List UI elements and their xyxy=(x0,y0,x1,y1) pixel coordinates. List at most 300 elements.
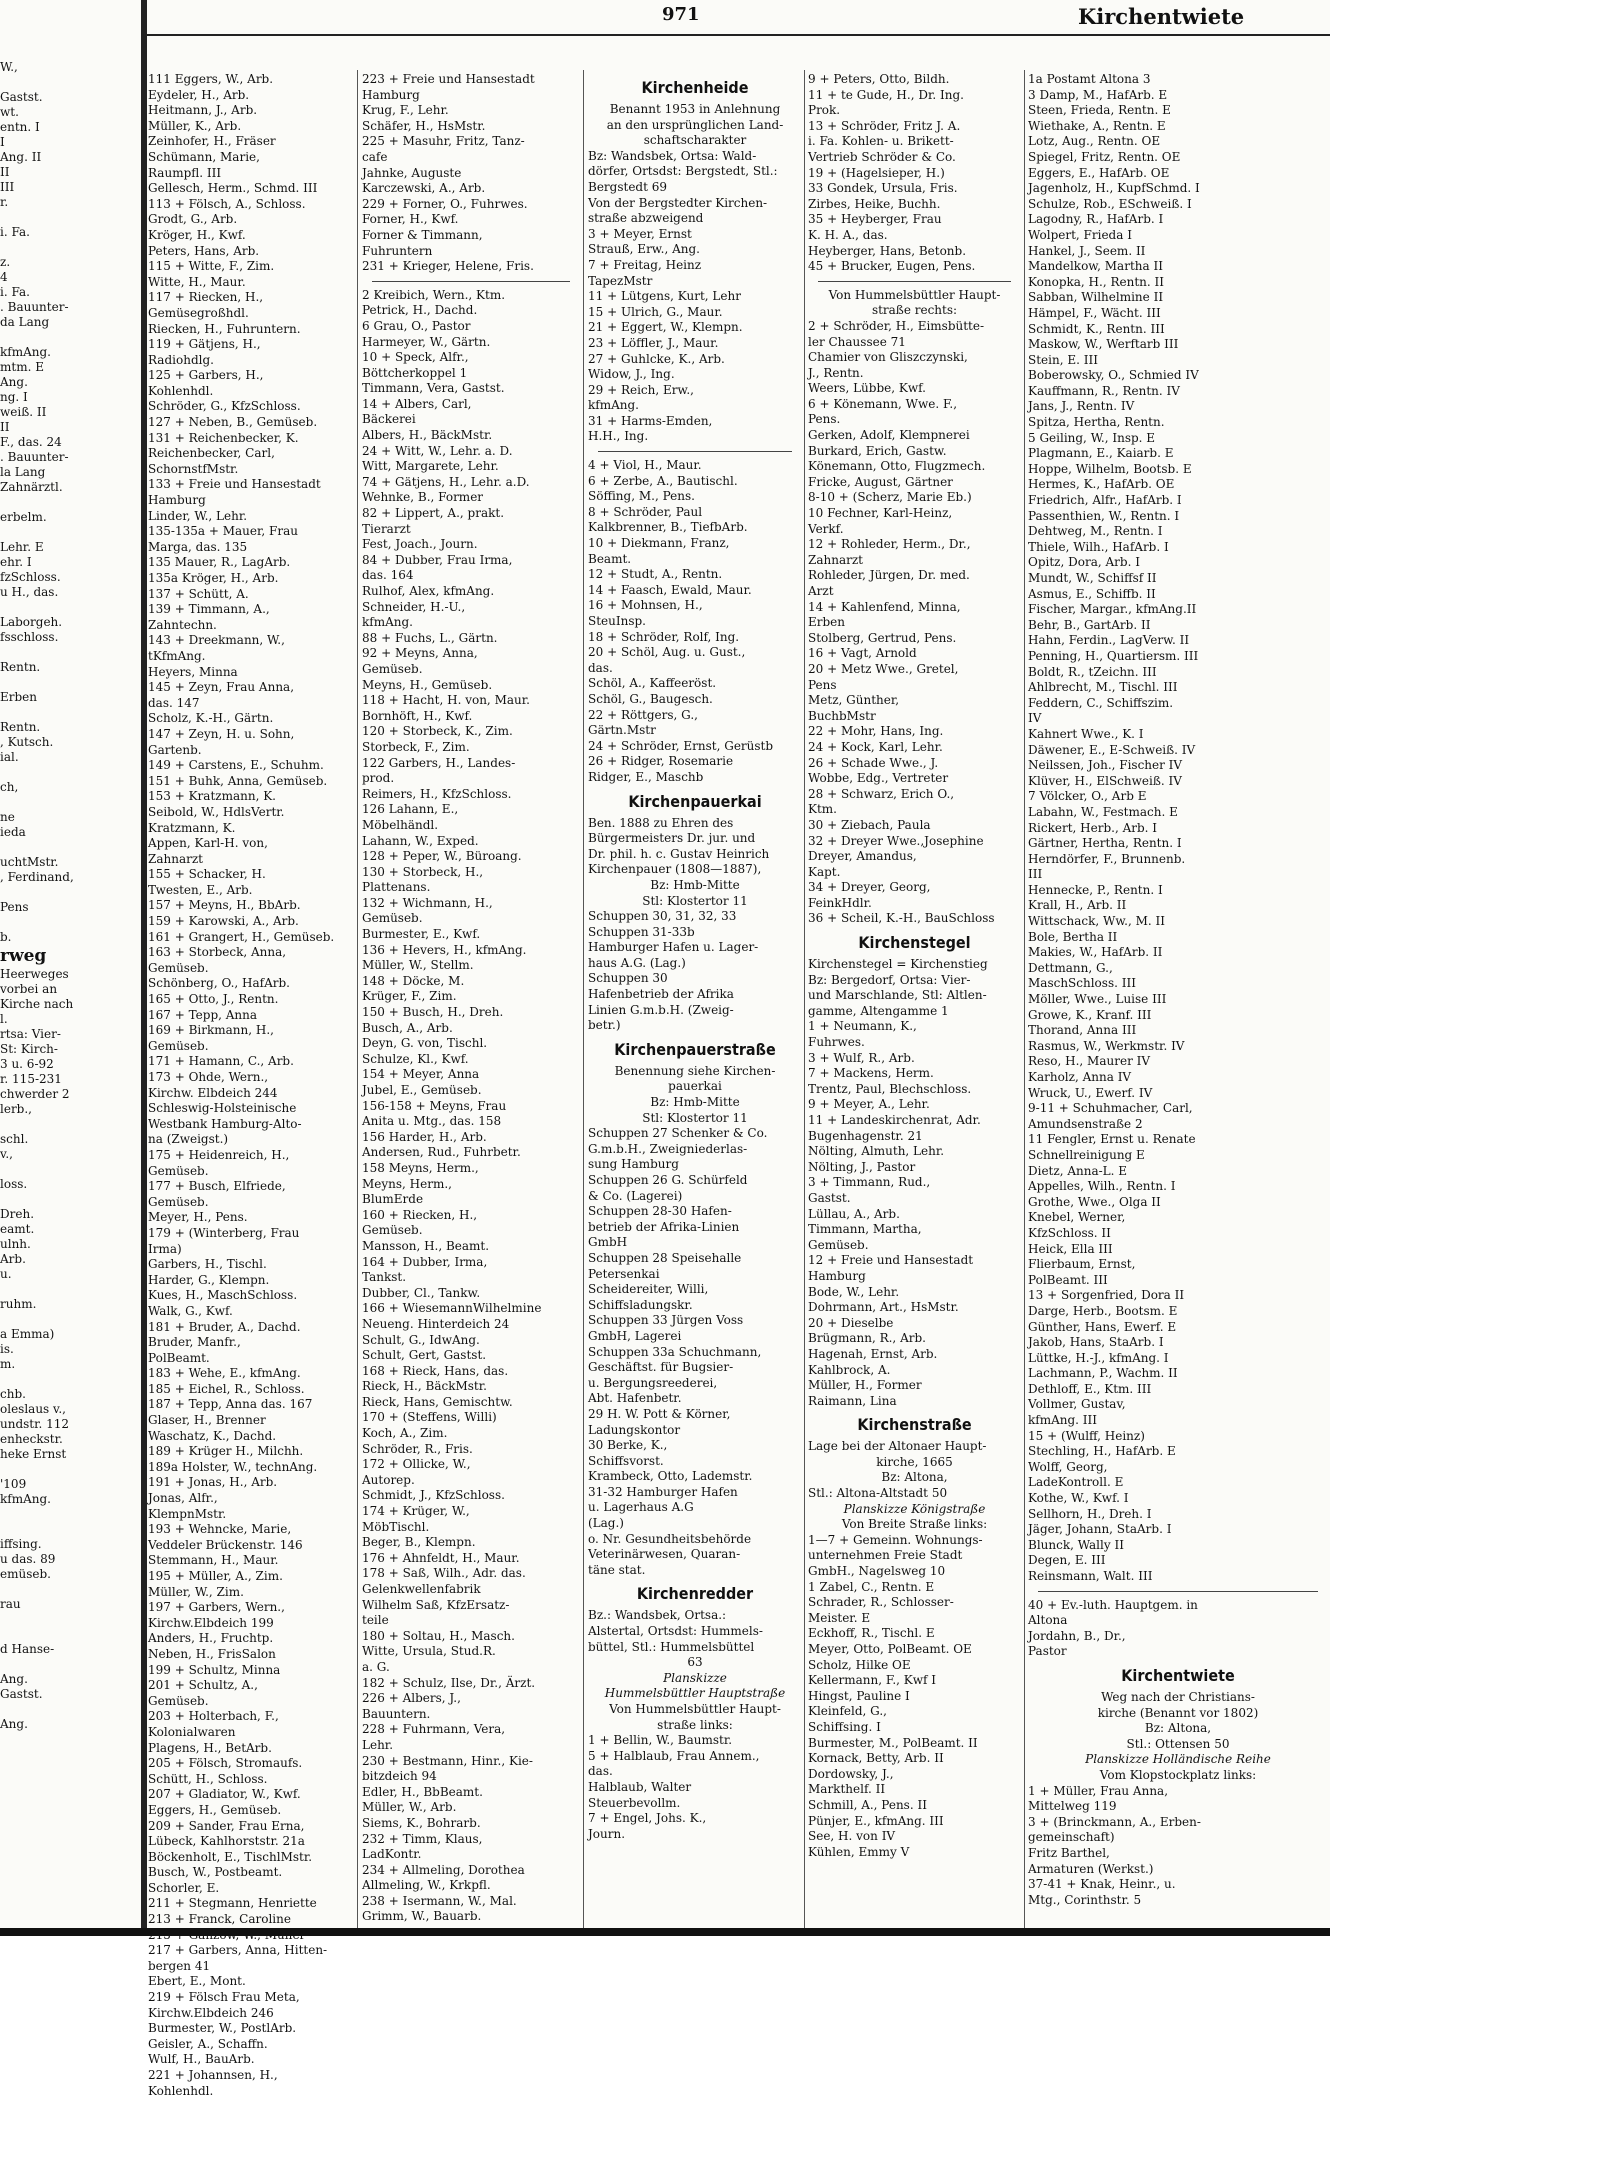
directory-entry: Jonas, Alfr., xyxy=(148,1491,218,1506)
directory-entry: Petersenkai xyxy=(588,1266,660,1281)
fragment-line xyxy=(0,1507,138,1522)
directory-entry: Gerken, Adolf, Klempnerei xyxy=(808,428,970,443)
directory-entry: Dordowsky, J., xyxy=(808,1766,894,1781)
directory-entry: 182 + Schulz, Ilse, Dr., Ärzt. xyxy=(362,1675,536,1690)
fragment-line: Ang. II xyxy=(0,150,42,164)
directory-entry: Stemmann, H., Maur. xyxy=(148,1553,279,1568)
fragment-line: '109 xyxy=(0,1477,27,1491)
fragment-line xyxy=(0,645,138,660)
directory-entry: Klüver, H., ElSchweiß. IV xyxy=(1028,773,1182,788)
column-rule xyxy=(804,70,805,1930)
directory-entry: Nölting, Almuth, Lehr. xyxy=(808,1144,945,1159)
directory-entry: Müller, W., Arb. xyxy=(362,1800,457,1815)
directory-entry: 163 + Storbeck, Anna, xyxy=(148,945,287,960)
directory-entry: Lachmann, P., Wachm. II xyxy=(1028,1366,1178,1381)
directory-entry: Krall, H., Arb. II xyxy=(1028,898,1127,913)
directory-entry: Trentz, Paul, Blechschloss. xyxy=(808,1081,972,1096)
directory-entry: Harmeyer, W., Gärtn. xyxy=(362,334,491,349)
directory-entry: das. xyxy=(588,660,613,675)
directory-entry: Hennecke, P., Rentn. I xyxy=(1028,882,1163,897)
directory-entry: Irma) xyxy=(148,1241,182,1256)
directory-entry: 22 + Mohr, Hans, Ing. xyxy=(808,724,944,739)
directory-entry: Von der Bergstedter Kirchen- xyxy=(588,195,768,210)
directory-entry: Krüger, F., Zim. xyxy=(362,989,457,1004)
directory-entry: Schulze, Rob., ESchweiß. I xyxy=(1028,196,1192,211)
directory-entry: Andersen, Rud., Fuhrbetr. xyxy=(362,1145,521,1160)
directory-entry: Witt, Margarete, Lehr. xyxy=(362,459,499,474)
directory-entry: Nölting, J., Pastor xyxy=(808,1159,916,1174)
fragment-line xyxy=(0,210,138,225)
street-description: straße rechts: xyxy=(871,303,958,318)
directory-entry: Hingst, Pauline I xyxy=(808,1688,910,1703)
directory-entry: Seibold, W., HdlsVertr. xyxy=(148,804,285,819)
fragment-line: Gastst. xyxy=(0,1687,43,1701)
section-rule xyxy=(372,281,570,282)
directory-entry: Rieck, Hans, Gemischtw. xyxy=(362,1394,513,1409)
fragment-line: Ang. xyxy=(0,1717,28,1731)
directory-entry: Makies, W., HafArb. II xyxy=(1028,945,1163,960)
directory-entry: Schmidt, J., KfzSchloss. xyxy=(362,1488,505,1503)
fragment-line: kfmAng. xyxy=(0,345,51,359)
directory-entry: Passenthien, W., Rentn. I xyxy=(1028,508,1180,523)
directory-entry: 156-158 + Meyns, Frau xyxy=(362,1098,507,1113)
directory-entry: Müller, K., Arb. xyxy=(148,118,242,133)
directory-entry: Knebel, Werner, xyxy=(1028,1210,1126,1225)
fragment-line: undstr. 112 xyxy=(0,1417,70,1431)
directory-entry: 213 + Franck, Caroline xyxy=(148,1912,291,1927)
directory-entry: 32 + Dreyer Wwe.,Josephine xyxy=(808,833,984,848)
directory-entry: Linien G.m.b.H. (Zweig- xyxy=(588,1002,734,1017)
directory-entry: Forner, H., Kwf. xyxy=(362,212,459,227)
directory-entry: Eggers, E., HafArb. OE xyxy=(1028,165,1170,180)
directory-entry: Jakob, Hans, StaArb. I xyxy=(1028,1335,1164,1350)
directory-entry: 29 + Reich, Erw., xyxy=(588,382,694,397)
directory-entry: Mansson, H., Beamt. xyxy=(362,1238,490,1253)
fragment-line xyxy=(0,1702,138,1717)
directory-entry: Schuppen 28 Speisehalle xyxy=(588,1250,742,1265)
directory-entry: 173 + Ohde, Wern., xyxy=(148,1070,269,1084)
directory-entry: 189a Holster, W., technAng. xyxy=(148,1459,318,1474)
directory-entry: GmbH xyxy=(588,1235,628,1250)
directory-entry: 23 + Löffler, J., Maur. xyxy=(588,335,719,350)
directory-entry: Wehnke, B., Former xyxy=(362,490,484,505)
directory-entry: Ktm. xyxy=(808,802,837,817)
directory-entry: Bugenhagenstr. 21 xyxy=(808,1128,923,1143)
directory-entry: Brügmann, R., Arb. xyxy=(808,1331,926,1346)
directory-entry: 16 + Mohnsen, H., xyxy=(588,598,703,613)
directory-entry: Blunck, Wally II xyxy=(1028,1537,1124,1552)
directory-entry: SteuInsp. xyxy=(588,614,646,628)
directory-entry: Wobbe, Edg., Vertreter xyxy=(808,771,949,786)
directory-entry: Böttcherkoppel 1 xyxy=(362,365,468,380)
directory-entry: GmbH., Nagelsweg 10 xyxy=(808,1564,946,1579)
directory-entry: 118 + Hacht, H. von, Maur. xyxy=(362,693,530,708)
directory-entry: 137 + Schütt, A. xyxy=(148,586,249,601)
directory-entry: teile xyxy=(362,1613,389,1628)
directory-entry: Kirchenpauer (1808—1887), xyxy=(588,862,762,877)
directory-entry: Journ. xyxy=(588,1826,626,1841)
directory-entry: Busch, A., Arb. xyxy=(362,1020,453,1035)
directory-entry: 209 + Sander, Frau Erna, xyxy=(148,1818,305,1833)
directory-entry: 175 + Heidenreich, H., xyxy=(148,1147,290,1162)
directory-entry: Ahlbrecht, M., Tischl. III xyxy=(1028,680,1178,695)
fragment-line: ruhm. xyxy=(0,1297,37,1311)
directory-entry: 9 + Meyer, A., Lehr. xyxy=(808,1097,930,1112)
directory-entry: und Marschlande, Stl: Altlen- xyxy=(808,988,987,1003)
directory-entry: 183 + Wehe, E., kfmAng. xyxy=(148,1366,301,1381)
directory-entry: 9 + Peters, Otto, Bildh. xyxy=(808,72,950,86)
directory-entry: Kohlenhdl. xyxy=(148,2083,214,2098)
directory-entry: kfmAng. xyxy=(362,615,413,630)
directory-entry: Gemüseb. xyxy=(808,1237,869,1252)
directory-entry: Meyns, Herm., xyxy=(362,1176,452,1191)
directory-entry: Vollmer, Gustav, xyxy=(1028,1397,1126,1412)
directory-entry: 207 + Gladiator, W., Kwf. xyxy=(148,1787,301,1802)
directory-entry: straße abzweigend xyxy=(588,211,704,226)
street-description: schaftscharakter xyxy=(643,133,747,148)
directory-entry: Karczewski, A., Arb. xyxy=(362,181,486,196)
directory-entry: Gemüseb. xyxy=(148,1693,209,1708)
directory-entry: ler Chaussee 71 xyxy=(808,334,906,349)
directory-entry: Arzt xyxy=(808,584,834,598)
directory-entry: Tankst. xyxy=(362,1270,407,1285)
directory-entry: Plattenans. xyxy=(362,880,431,895)
directory-entry: 9-11 + Schuhmacher, Carl, xyxy=(1028,1101,1193,1116)
directory-entry: Bole, Bertha II xyxy=(1028,929,1118,944)
directory-entry: 92 + Meyns, Anna, xyxy=(362,646,478,661)
directory-entry: Anita u. Mtg., das. 158 xyxy=(362,1114,502,1129)
directory-entry: 133 + Freie und Hansestadt xyxy=(148,477,321,492)
directory-entry: Hermes, K., HafArb. OE xyxy=(1028,477,1175,492)
directory-entry: 132 + Wichmann, H., xyxy=(362,895,493,910)
directory-entry: Flierbaum, Ernst, xyxy=(1028,1257,1136,1272)
section-rule xyxy=(1038,1591,1318,1592)
directory-entry: PolBeamt. III xyxy=(1028,1272,1108,1287)
directory-entry: Steuerbevollm. xyxy=(588,1795,681,1810)
directory-entry: 30 + Ziebach, Paula xyxy=(808,817,931,832)
directory-entry: Plagmann, E., Kaiarb. E xyxy=(1028,446,1174,461)
directory-entry: 158 Meyns, Herm., xyxy=(362,1160,479,1175)
directory-column-4 xyxy=(808,72,1021,1860)
map-note: Planskizze Holländische Reihe xyxy=(1085,1752,1271,1767)
fragment-line: W., xyxy=(0,60,18,74)
directory-entry: Hamburger Hafen u. Lager- xyxy=(588,940,759,955)
directory-entry: 154 + Meyer, Anna xyxy=(362,1067,480,1082)
directory-entry: Armaturen (Werkst.) xyxy=(1028,1861,1154,1876)
directory-entry: 24 + Witt, W., Lehr. a. D. xyxy=(362,443,513,458)
directory-entry: 181 + Bruder, A., Dachd. xyxy=(148,1319,301,1334)
directory-entry: Thorand, Anna III xyxy=(1028,1023,1137,1038)
page-gutter xyxy=(141,0,147,1930)
directory-entry: Kauffmann, R., Rentn. IV xyxy=(1028,383,1180,398)
directory-entry: Schuppen 33a Schuchmann, xyxy=(588,1344,762,1359)
directory-entry: Burmester, E., Kwf. xyxy=(362,927,481,942)
fragment-line: emüseb. xyxy=(0,1567,51,1581)
directory-entry: Bäckerei xyxy=(362,412,416,427)
fragment-line: , Kutsch. xyxy=(0,735,54,749)
directory-entry: Schröder, G., KfzSchloss. xyxy=(148,399,301,414)
directory-entry: SchornstfMstr. xyxy=(148,461,239,476)
directory-entry: Boldt, R., tZeichn. III xyxy=(1028,664,1157,679)
directory-entry: Dettmann, G., xyxy=(1028,960,1113,975)
directory-entry: Schümann, Marie, xyxy=(148,149,260,164)
directory-entry: Jordahn, B., Dr., xyxy=(1028,1628,1126,1643)
directory-entry: Gartenb. xyxy=(148,742,202,757)
directory-entry: Zahntechn. xyxy=(148,617,217,632)
directory-entry: 33 Gondek, Ursula, Fris. xyxy=(808,181,958,196)
directory-entry: MöbTischl. xyxy=(362,1519,430,1534)
directory-entry: 191 + Jonas, H., Arb. xyxy=(148,1475,278,1490)
fragment-line xyxy=(0,1612,138,1627)
fragment-line: Laborgeh. xyxy=(0,615,63,629)
street-description: straße links: xyxy=(657,1717,733,1732)
directory-entry: tKfmAng. xyxy=(148,648,206,663)
directory-entry: Zahnarzt xyxy=(148,851,203,866)
fragment-line: ulnh. xyxy=(0,1237,31,1251)
directory-entry: 5 Geiling, W., Insp. E xyxy=(1028,430,1156,445)
directory-entry: 229 + Forner, O., Fuhrwes. xyxy=(362,196,528,211)
directory-entry: Degen, E. III xyxy=(1028,1553,1106,1568)
directory-entry: Petrick, H., Dachd. xyxy=(362,303,478,318)
street-description: Bz: Hmb-Mitte xyxy=(650,1095,740,1110)
directory-entry: Maskow, W., Werftarb III xyxy=(1028,337,1179,352)
directory-entry: Spiegel, Fritz, Rentn. OE xyxy=(1028,149,1181,164)
directory-entry: 13 + Schröder, Fritz J. A. xyxy=(808,118,961,133)
directory-entry: Meyns, H., Gemüseb. xyxy=(362,677,493,692)
directory-entry: G.m.b.H., Zweigniederlas- xyxy=(588,1141,748,1156)
directory-entry: Böckenholt, E., TischlMstr. xyxy=(148,1849,313,1864)
fragment-line: vorbei an xyxy=(0,982,58,996)
directory-entry: unternehmen Freie Stadt xyxy=(808,1548,963,1563)
directory-entry: Dohrmann, Art., HsMstr. xyxy=(808,1300,959,1315)
directory-entry: 27 + Guhlcke, K., Arb. xyxy=(588,351,725,366)
directory-entry: Kahlbrock, A. xyxy=(808,1362,891,1377)
fragment-line: u das. 89 xyxy=(0,1552,56,1566)
directory-entry: Schleswig-Holsteinische xyxy=(148,1101,297,1116)
directory-column-3 xyxy=(588,72,802,1842)
directory-entry: Amundsenstraße 2 xyxy=(1028,1116,1143,1131)
directory-entry: 197 + Garbers, Wern., xyxy=(148,1600,285,1615)
directory-entry: Weers, Lübbe, Kwf. xyxy=(808,381,926,396)
directory-entry: 74 + Gätjens, H., Lehr. a.D. xyxy=(362,474,530,489)
directory-entry: Fest, Joach., Journ. xyxy=(362,537,478,552)
directory-entry: Kirchw. Elbdeich 244 xyxy=(148,1085,278,1100)
directory-entry: 14 + Faasch, Ewald, Maur. xyxy=(588,582,752,597)
fragment-line xyxy=(0,840,138,855)
directory-entry: 151 + Buhk, Anna, Gemüseb. xyxy=(148,773,328,788)
directory-entry: 143 + Dreekmann, W., xyxy=(148,633,285,648)
directory-entry: Siems, K., Bohrarb. xyxy=(362,1815,481,1830)
fragment-line xyxy=(0,600,138,615)
fragment-line: chwerder 2 xyxy=(0,1087,70,1101)
directory-entry: Gemüseb. xyxy=(362,1223,423,1238)
directory-entry: Kues, H., MaschSchloss. xyxy=(148,1288,298,1303)
directory-entry: Gastst. xyxy=(808,1190,851,1205)
directory-entry: 6 Grau, O., Pastor xyxy=(362,318,471,333)
fragment-line: fsschloss. xyxy=(0,630,59,644)
directory-entry: Grothe, Wwe., Olga II xyxy=(1028,1194,1161,1209)
directory-entry: Däwener, E., E-Schweiß. IV xyxy=(1028,742,1196,757)
street-description: Stl: Klostertor 11 xyxy=(642,1110,748,1125)
directory-entry: Dreyer, Amandus, xyxy=(808,849,917,864)
fragment-line: uchtMstr. xyxy=(0,855,59,869)
directory-entry: o. Nr. Gesundheitsbehörde xyxy=(588,1531,752,1546)
directory-entry: 14 + Kahlenfend, Minna, xyxy=(808,599,961,614)
directory-entry: Mittelweg 119 xyxy=(1028,1799,1117,1814)
directory-entry: Rieck, H., BäckMstr. xyxy=(362,1379,487,1394)
directory-entry: 131 + Reichenbecker, K. xyxy=(148,430,299,445)
directory-entry: Fischer, Margar., kfmAng.II xyxy=(1028,602,1197,617)
directory-entry: 225 + Masuhr, Fritz, Tanz- xyxy=(362,134,525,149)
directory-entry: Söffing, M., Pens. xyxy=(588,489,695,504)
fragment-line: , Ferdinand, xyxy=(0,870,74,884)
directory-entry: 1 Zabel, C., Rentn. E xyxy=(808,1579,935,1594)
directory-entry: Stechling, H., HafArb. E xyxy=(1028,1444,1176,1459)
directory-entry: Prok. xyxy=(808,103,841,118)
directory-entry: 166 + WiesemannWilhelmine xyxy=(362,1301,542,1316)
directory-entry: IV xyxy=(1028,711,1042,726)
directory-entry: 1 + Neumann, K., xyxy=(808,1019,917,1034)
directory-entry: Gemüseb. xyxy=(148,1038,209,1053)
directory-entry: Rulhof, Alex, kfmAng. xyxy=(362,584,495,598)
directory-entry: Wruck, U., Ewerf. IV xyxy=(1028,1085,1153,1100)
street-description: Bz: Hmb-Mitte xyxy=(650,877,740,892)
directory-entry: MaschSchloss. III xyxy=(1028,976,1136,991)
directory-entry: 156 Harder, H., Arb. xyxy=(362,1129,487,1144)
directory-entry: Wittschack, Ww., M. II xyxy=(1028,914,1166,929)
directory-entry: 1—7 + Gemeinn. Wohnungs- xyxy=(808,1532,983,1547)
fragment-line xyxy=(0,495,138,510)
directory-entry: 130 + Storbeck, H., xyxy=(362,864,484,879)
directory-entry: 3 + Meyer, Ernst xyxy=(588,226,692,241)
directory-entry: Stl.: Altona-Altstadt 50 xyxy=(808,1486,948,1501)
fragment-line: entn. I xyxy=(0,120,40,134)
street-heading: Kirchentwiete xyxy=(1121,1665,1235,1685)
fragment-line: u. xyxy=(0,1267,12,1281)
directory-entry: Burkard, Erich, Gastw. xyxy=(808,443,947,458)
directory-entry: Stolberg, Gertrud, Pens. xyxy=(808,630,957,645)
fragment-line: St: Kirch- xyxy=(0,1042,58,1056)
directory-entry: 26 + Schade Wwe., J. xyxy=(808,755,939,770)
directory-entry: 19 + (Hagelsieper, H.) xyxy=(808,165,945,180)
fragment-line: eamt. xyxy=(0,1222,35,1236)
directory-entry: Jans, J., Rentn. IV xyxy=(1028,399,1135,414)
directory-entry: u. Lagerhaus A.G xyxy=(588,1500,694,1515)
fragment-line xyxy=(0,1522,138,1537)
fragment-line: Ang. xyxy=(0,1672,28,1686)
directory-entry: Fuhrwes. xyxy=(808,1035,865,1050)
directory-entry: Bürgermeisters Dr. jur. und xyxy=(588,831,756,846)
fragment-line xyxy=(0,885,138,900)
fragment-line: da Lang xyxy=(0,315,50,329)
directory-entry: 135a Kröger, H., Arb. xyxy=(148,571,279,585)
directory-entry: Jubel, E., Gemüseb. xyxy=(362,1083,482,1097)
directory-entry: Verkf. xyxy=(808,521,844,536)
directory-entry: Hoppe, Wilhelm, Bootsb. E xyxy=(1028,461,1192,476)
directory-entry: bitzdeich 94 xyxy=(362,1769,437,1784)
directory-entry: Forner & Timmann, xyxy=(362,227,483,242)
fragment-line xyxy=(0,915,138,930)
directory-entry: 36 + Scheil, K.-H., BauSchloss xyxy=(808,911,995,926)
directory-entry: 119 + Gätjens, H., xyxy=(148,337,261,352)
directory-entry: Heyers, Minna xyxy=(148,664,238,679)
directory-entry: 223 + Freie und Hansestadt xyxy=(362,72,535,86)
directory-entry: Bergstedt 69 xyxy=(588,179,668,194)
directory-entry: 122 Garbers, H., Landes- xyxy=(362,755,516,770)
directory-entry: Kellermann, F., Kwf I xyxy=(808,1673,937,1688)
directory-entry: Veddeler Brückenstr. 146 xyxy=(148,1537,303,1552)
fragment-line: Kirche nach xyxy=(0,997,74,1011)
fragment-line: heke Ernst xyxy=(0,1447,67,1461)
directory-entry: Kirchenstegel = Kirchenstieg xyxy=(808,957,988,972)
directory-entry: 148 + Döcke, M. xyxy=(362,973,465,988)
fragment-line xyxy=(0,1627,138,1642)
directory-entry: 22 + Röttgers, G., xyxy=(588,707,698,722)
directory-entry: Bz: Wandsbek, Ortsa: Wald- xyxy=(588,148,757,163)
directory-entry: 21 + Eggert, W., Klempn. xyxy=(588,320,743,335)
directory-entry: Jahnke, Auguste xyxy=(362,165,462,180)
directory-entry: Kröger, H., Kwf. xyxy=(148,227,246,242)
directory-entry: Schiffsladungskr. xyxy=(588,1297,693,1312)
fragment-line: a Emma) xyxy=(0,1327,55,1341)
directory-entry: Müller, H., Former xyxy=(808,1378,922,1393)
directory-entry: Konopka, H., Rentn. II xyxy=(1028,274,1164,289)
directory-entry: Eckhoff, R., Tischl. E xyxy=(808,1626,935,1641)
directory-entry: 15 + (Wulff, Heinz) xyxy=(1028,1428,1145,1443)
fragment-line: i. Fa. xyxy=(0,225,30,239)
directory-entry: Fritz Barthel, xyxy=(1028,1845,1110,1860)
street-heading: Kirchenpauerstraße xyxy=(614,1039,776,1059)
directory-entry: 11 Fengler, Ernst u. Renate xyxy=(1028,1132,1196,1147)
fragment-line: b. xyxy=(0,930,12,944)
directory-entry: Schiffsing. I xyxy=(808,1719,881,1734)
directory-entry: 135 Mauer, R., LagArb. xyxy=(148,555,291,570)
directory-entry: Krambeck, Otto, Lademstr. xyxy=(588,1469,753,1484)
directory-entry: 164 + Dubber, Irma, xyxy=(362,1254,488,1269)
fragment-line: Zahnärztl. xyxy=(0,480,63,494)
directory-entry: Zirbes, Heike, Buchh. xyxy=(808,196,941,211)
directory-entry: Beger, B., Klempn. xyxy=(362,1535,476,1550)
directory-entry: Gemüseb. xyxy=(148,960,209,975)
directory-entry: Möller, Wwe., Luise III xyxy=(1028,992,1167,1007)
directory-entry: Reimers, H., KfzSchloss. xyxy=(362,786,512,801)
fragment-line: weiß. II xyxy=(0,405,47,419)
directory-column-1 xyxy=(148,72,355,2099)
directory-entry: 149 + Carstens, E., Schuhm. xyxy=(148,758,324,773)
directory-entry: Glaser, H., Brenner xyxy=(148,1413,266,1428)
directory-entry: Meister. E xyxy=(808,1610,871,1625)
fragment-line: oleslaus v., xyxy=(0,1402,66,1416)
street-description: pauerkai xyxy=(668,1079,722,1094)
directory-entry: Hahn, Ferdin., LagVerw. II xyxy=(1028,633,1190,648)
directory-entry: Hagenah, Ernst, Arb. xyxy=(808,1346,938,1361)
street-description: an den ursprünglichen Land- xyxy=(606,117,784,132)
fragment-line: schl. xyxy=(0,1132,29,1146)
directory-entry: Schütt, H., Schloss. xyxy=(148,1771,268,1786)
fragment-line xyxy=(0,525,138,540)
column-rule xyxy=(583,70,584,1930)
street-heading: Kirchenheide xyxy=(641,78,749,97)
directory-entry: na (Zweigst.) xyxy=(148,1132,229,1147)
directory-entry: betr.) xyxy=(588,1018,621,1033)
directory-entry: K. H. A., das. xyxy=(808,227,888,242)
directory-entry: 3 + Timmann, Rud., xyxy=(808,1175,931,1190)
fragment-line: Gastst. xyxy=(0,90,43,104)
directory-entry: Bauuntern. xyxy=(362,1706,431,1721)
directory-entry: (Lag.) xyxy=(588,1516,624,1531)
directory-entry: das. xyxy=(588,1764,613,1779)
directory-entry: KfzSchloss. II xyxy=(1028,1225,1111,1240)
